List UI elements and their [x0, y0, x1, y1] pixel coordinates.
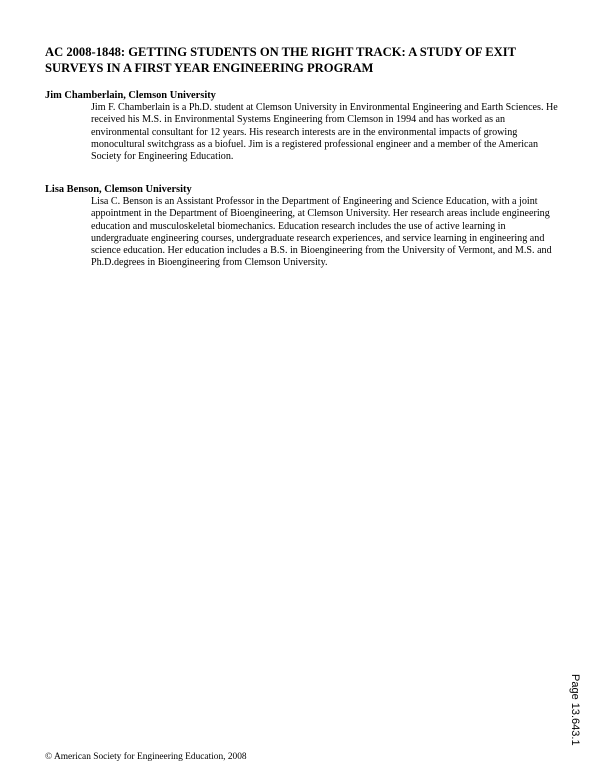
author-name-chamberlain: Jim Chamberlain, Clemson University — [45, 90, 216, 101]
author-name-benson: Lisa Benson, Clemson University — [45, 184, 192, 195]
paper-title: AC 2008-1848: GETTING STUDENTS ON THE RIGHT TRACK: A STUDY OF EXIT SURVEYS IN A FIRST YEAR ENGINEERING PROGRAM — [45, 45, 516, 75]
author-bio-benson: Lisa C. Benson is an Assistant Professor in the Department of Engineering and Science Education, with a joint appointment in the Department of Bioengineering, at Clemson University. Her research areas include engineering education and musculoskeletal biomechanics. Education research includes the use of active learning in undergraduate engineering courses, undergraduate research experiences, and service learning in engineering and science education. Her education includes a B.S. in Bioengineering from the University of Vermont, and M.S. and Ph.D.degrees in Bioengineering from Clemson University. — [91, 196, 552, 269]
page-number: Page 13.643.1 — [569, 674, 581, 746]
copyright-notice: © American Society for Engineering Education, 2008 — [45, 752, 247, 762]
author-bio-chamberlain: Jim F. Chamberlain is a Ph.D. student at Clemson University in Environmental Engineering and Earth Sciences. He received his M.S. in Environmental Systems Engineering from Clemson in 1994 and has worked as an environmental consultant for 12 years. His research interests are in the environmental impacts of growing monocultural switchgrass as a biofuel. Jim is a registered professional engineer and a member of the American Society for Engineering Education. — [91, 102, 558, 163]
